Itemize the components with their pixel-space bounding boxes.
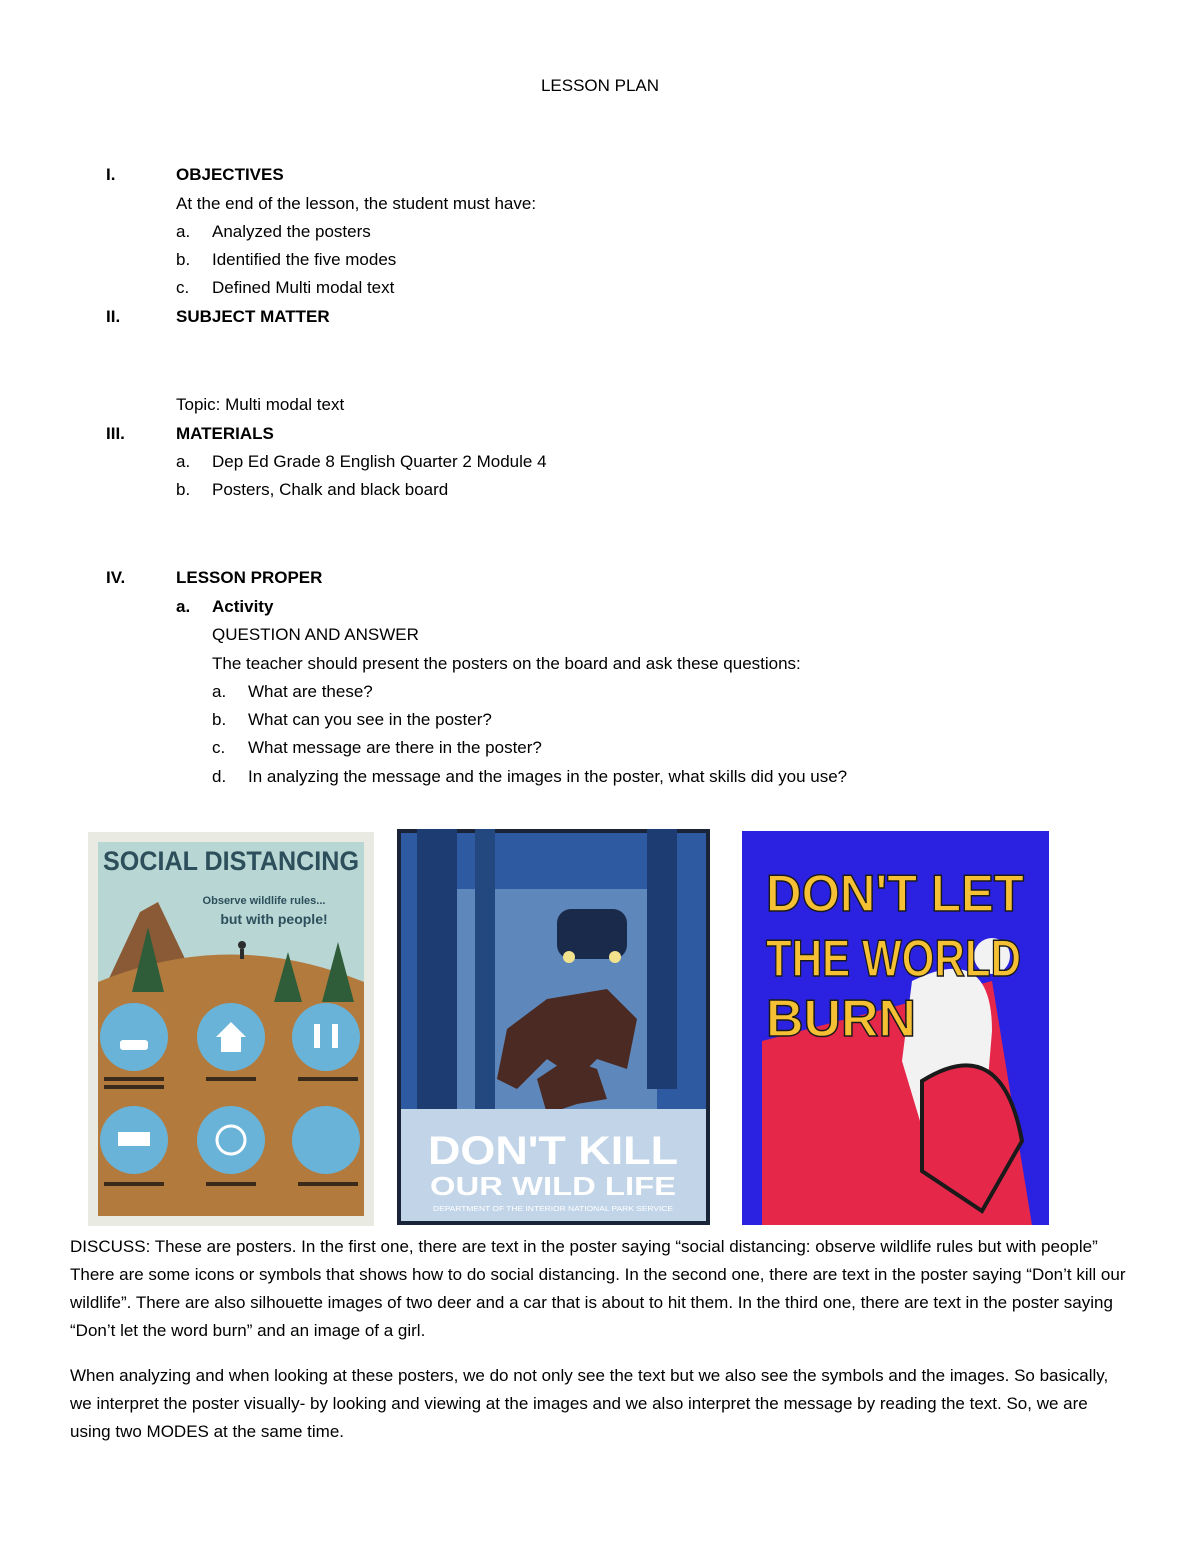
material-item-b: Posters, Chalk and black board [212,480,449,499]
activity-instruction: The teacher should present the posters on the board and ask these questions: [212,654,801,673]
poster-dont-kill-wildlife [397,829,710,1225]
objectives-heading: OBJECTIVES [176,165,284,184]
poster-social-distancing [88,832,374,1226]
sick-stay-home-icon [292,1106,360,1174]
burn-poster-line3: BURN [766,990,916,1048]
activity-heading: Activity [212,597,274,616]
poster-dont-let-world-burn [742,831,1049,1225]
section-numeral-3: III. [106,424,125,443]
social-poster-title: SOCIAL DISTANCING [103,846,359,876]
question-marker-d: d. [212,767,227,786]
subject-matter-heading: SUBJECT MATTER [176,307,330,326]
hikers-icon [292,1003,360,1071]
caption-block-4 [104,1182,164,1186]
tree-trunk-left [417,829,457,1129]
subject-topic: Topic: Multi modal text [176,395,345,414]
lesson-proper-heading: LESSON PROPER [176,568,323,587]
activity-type: QUESTION AND ANSWER [212,625,419,644]
social-poster-line2: but with people! [220,911,328,927]
burn-poster-line1: DON'T LET [766,865,1025,923]
hiker-body [240,949,244,959]
caption-block-6 [298,1182,358,1186]
hiker-pair-shape-1 [314,1024,320,1048]
hiker-pair-shape-2 [332,1024,338,1048]
caption-block-1b [104,1085,164,1089]
handwash-icon [100,1003,168,1071]
hiker-icon [238,941,246,949]
objective-marker-b: b. [176,250,191,269]
material-item-a: Dep Ed Grade 8 English Quarter 2 Module 4 [212,452,547,471]
objective-marker-a: a. [176,222,191,241]
section-numeral-2: II. [106,307,121,326]
question-b: What can you see in the poster? [248,710,492,729]
wildlife-poster-line1: DON'T KILL [428,1129,678,1173]
wildlife-poster-line2: OUR WILD LIFE [430,1171,676,1201]
face-touch-icon [197,1106,265,1174]
activity-marker: a. [176,597,191,616]
wildlife-poster-credit: DEPARTMENT OF THE INTERIOR NATIONAL PARK SERVICE [433,1206,674,1213]
objective-item-b: Identified the five modes [212,250,397,269]
objective-item-c: Defined Multi modal text [212,278,395,297]
discussion-paragraph-2: When analyzing and when looking at these posters, we do not only see the text but we also see the symbols and the images. So basically, we interpret the poster visually- by looking and viewing at the images and we also interpret the message by reading the text. So, we are using two MODES at the same time. [70,1366,1109,1441]
handwash-shape [120,1040,148,1050]
material-marker-a: a. [176,452,191,471]
page-title: LESSON PLAN [540,76,660,95]
headlight-left [563,951,575,963]
objectives-intro: At the end of the lesson, the student must have: [176,194,537,213]
burn-poster-line2: THE WORLD [766,930,1021,988]
question-marker-c: c. [212,738,226,757]
material-marker-b: b. [176,480,191,499]
section-numeral-4: IV. [106,568,126,587]
question-marker-b: b. [212,710,227,729]
cough-shape [118,1132,150,1146]
objective-marker-c: c. [176,278,190,297]
social-poster-line1: Observe wildlife rules... [202,895,326,907]
question-c: What message are there in the poster? [248,738,542,757]
caption-block-1 [104,1077,164,1081]
question-a: What are these? [248,682,373,701]
section-numeral-1: I. [106,165,116,184]
caption-block-5 [206,1182,256,1186]
caption-block-3 [298,1077,358,1081]
caption-block-2 [206,1077,256,1081]
headlight-right [609,951,621,963]
discussion-paragraph-1: DISCUSS: These are posters. In the first one, there are text in the poster saying “social distancing: observe wildlife rules but with people” There are some icons or symbols that shows how to do social distancing. In the second one, there are text in the poster saying “Don’t kill our wildlife”. There are also silhouette images of two deer and a car that is about to hit them. In the third one, there are text in the poster saying “Don’t let the word burn” and an image of a girl. [70,1237,1126,1340]
question-marker-a: a. [212,682,227,701]
tree-trunk-mid [475,829,495,1109]
question-d: In analyzing the message and the images in the poster, what skills did you use? [248,767,848,786]
materials-heading: MATERIALS [176,424,274,443]
objective-item-a: Analyzed the posters [212,222,371,241]
tree-trunk-right [647,829,677,1089]
